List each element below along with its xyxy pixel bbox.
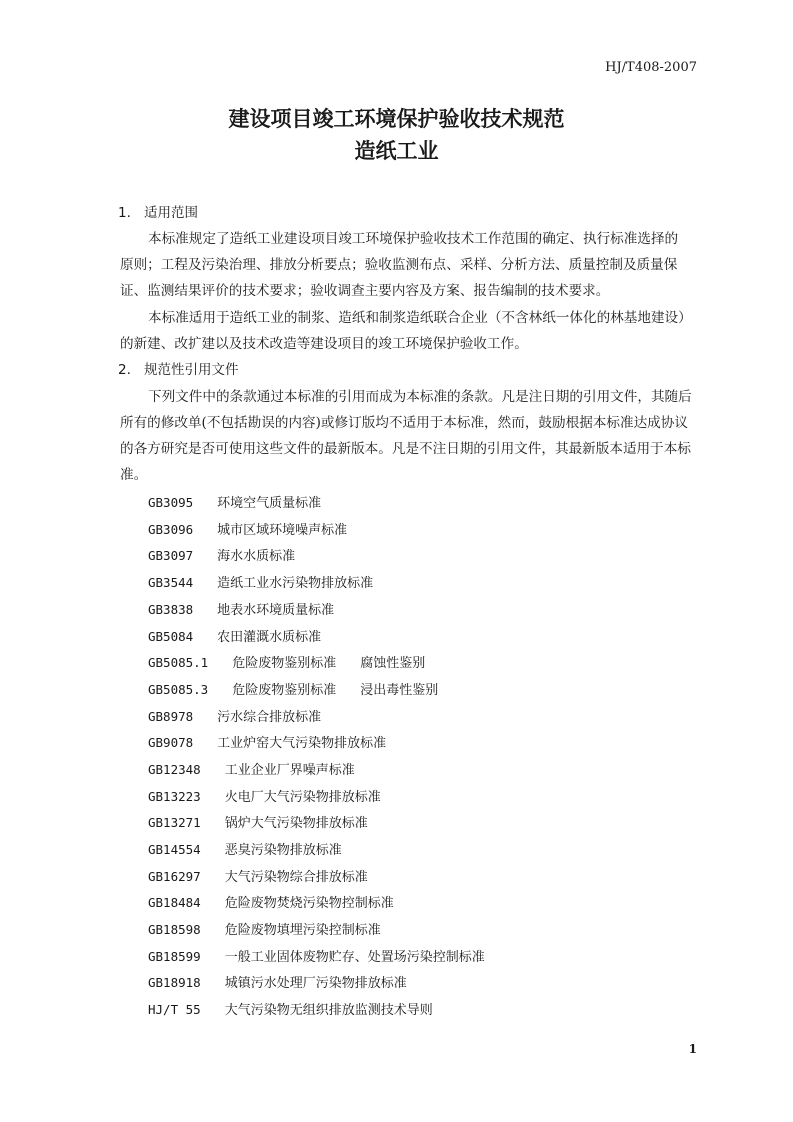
paragraph-line: 准。 (120, 467, 148, 483)
reference-title: 地表水环境质量标准 (217, 603, 335, 618)
reference-item (148, 919, 381, 938)
reference-code: GB5085.3 (148, 682, 209, 697)
reference-title: 火电厂大气污染物排放标准 (224, 790, 381, 805)
reference-item (148, 626, 321, 645)
reference-subtitle: 浸出毒性鉴别 (360, 683, 439, 698)
reference-title: 海水水质标准 (217, 549, 296, 564)
paragraph-line: 下列文件中的条款通过本标准的引用而成为本标准的条款。凡是注日期的引用文件，其随后 (148, 389, 692, 405)
section-heading-references (118, 358, 239, 378)
reference-title: 城镇污水处理厂污染物排放标准 (224, 976, 407, 991)
reference-title: 农田灌溉水质标准 (217, 630, 322, 645)
reference-title: 大气污染物综合排放标准 (224, 870, 368, 885)
reference-title: 环境空气质量标准 (217, 496, 322, 511)
reference-title: 工业炉窑大气污染物排放标准 (217, 736, 387, 751)
section-number: 2. (118, 362, 131, 378)
reference-title: 恶臭污染物排放标准 (224, 843, 342, 858)
reference-code: GB8978 (148, 709, 194, 724)
paragraph-line: 本标准适用于造纸工业的制浆、造纸和制浆造纸联合企业（不含林纸一体化的林基地建设） (148, 310, 692, 326)
reference-code: GB16297 (148, 869, 201, 884)
paragraph-line: 的各方研究是否可使用这些文件的最新版本。凡是不注日期的引用文件，其最新版本适用于本标 (120, 441, 691, 457)
section-title: 规范性引用文件 (144, 362, 239, 378)
document-subtitle: 造纸工业 (354, 139, 439, 163)
section-number: 1. (118, 205, 131, 221)
reference-item (148, 759, 355, 778)
section-title: 适用范围 (144, 205, 198, 221)
reference-code: GB3838 (148, 602, 194, 617)
reference-code: GB9078 (148, 735, 194, 750)
reference-title: 危险废物填埋污染控制标准 (224, 923, 381, 938)
reference-title: 污水综合排放标准 (217, 710, 322, 725)
reference-title: 一般工业固体废物贮存、处置场污染控制标准 (224, 950, 485, 965)
reference-item (148, 706, 321, 725)
reference-item (148, 866, 368, 885)
reference-item (148, 812, 368, 831)
reference-subtitle: 腐蚀性鉴别 (360, 656, 426, 671)
reference-title: 造纸工业水污染物排放标准 (217, 576, 374, 591)
reference-item (148, 972, 407, 991)
reference-code: GB14554 (148, 842, 201, 857)
reference-code: GB3544 (148, 575, 194, 590)
reference-title: 锅炉大气污染物排放标准 (224, 816, 368, 831)
reference-item (148, 652, 425, 671)
reference-code: GB5084 (148, 629, 194, 644)
reference-item (148, 599, 334, 618)
reference-title: 大气污染物无组织排放监测技术导则 (224, 1003, 433, 1018)
reference-title: 危险废物鉴别标准 (232, 683, 337, 698)
section-heading-scope (118, 201, 198, 221)
reference-code: GB5085.1 (148, 655, 209, 670)
reference-item (148, 519, 347, 538)
paragraph-line: 本标准规定了造纸工业建设项目竣工环境保护验收技术工作范围的确定、执行标准选择的 (148, 231, 679, 247)
reference-code: GB3097 (148, 548, 194, 563)
paragraph-line: 的新建、改扩建以及技术改造等建设项目的竣工环境保护验收工作。 (120, 336, 528, 352)
reference-item (148, 786, 381, 805)
reference-code: GB18599 (148, 949, 201, 964)
reference-item (148, 999, 433, 1018)
reference-item (148, 545, 295, 564)
reference-item (148, 839, 342, 858)
reference-title: 危险废物焚烧污染物控制标准 (224, 896, 394, 911)
reference-code: GB13271 (148, 815, 201, 830)
reference-item (148, 492, 321, 511)
reference-item (148, 892, 394, 911)
reference-item (148, 732, 386, 751)
reference-title: 危险废物鉴别标准 (232, 656, 337, 671)
paragraph-line: 所有的修改单(不包括勘误的内容)或修订版均不适用于本标准，然而，鼓励根据本标准达成协议 (120, 415, 688, 431)
reference-title: 工业企业厂界噪声标准 (224, 763, 355, 778)
reference-code: GB18484 (148, 895, 201, 910)
reference-item (148, 946, 485, 965)
page-number: 1 (688, 1042, 697, 1056)
document-title: 建设项目竣工环境保护验收技术规范 (228, 107, 565, 131)
reference-code: HJ/T 55 (148, 1002, 201, 1017)
paragraph-line: 证、监测结果评价的技术要求；验收调查主要内容及方案、报告编制的技术要求。 (120, 283, 610, 299)
reference-code: GB18918 (148, 975, 201, 990)
paragraph-line: 原则；工程及污染治理、排放分析要点；验收监测布点、采样、分析方法、质量控制及质量保 (120, 257, 678, 273)
reference-code: GB13223 (148, 789, 201, 804)
document-code: HJ/T408-2007 (605, 60, 697, 75)
reference-item (148, 572, 373, 591)
reference-code: GB18598 (148, 922, 201, 937)
reference-title: 城市区域环境噪声标准 (217, 523, 348, 538)
reference-code: GB3096 (148, 522, 194, 537)
reference-item (148, 679, 438, 698)
reference-code: GB3095 (148, 495, 194, 510)
reference-code: GB12348 (148, 762, 201, 777)
